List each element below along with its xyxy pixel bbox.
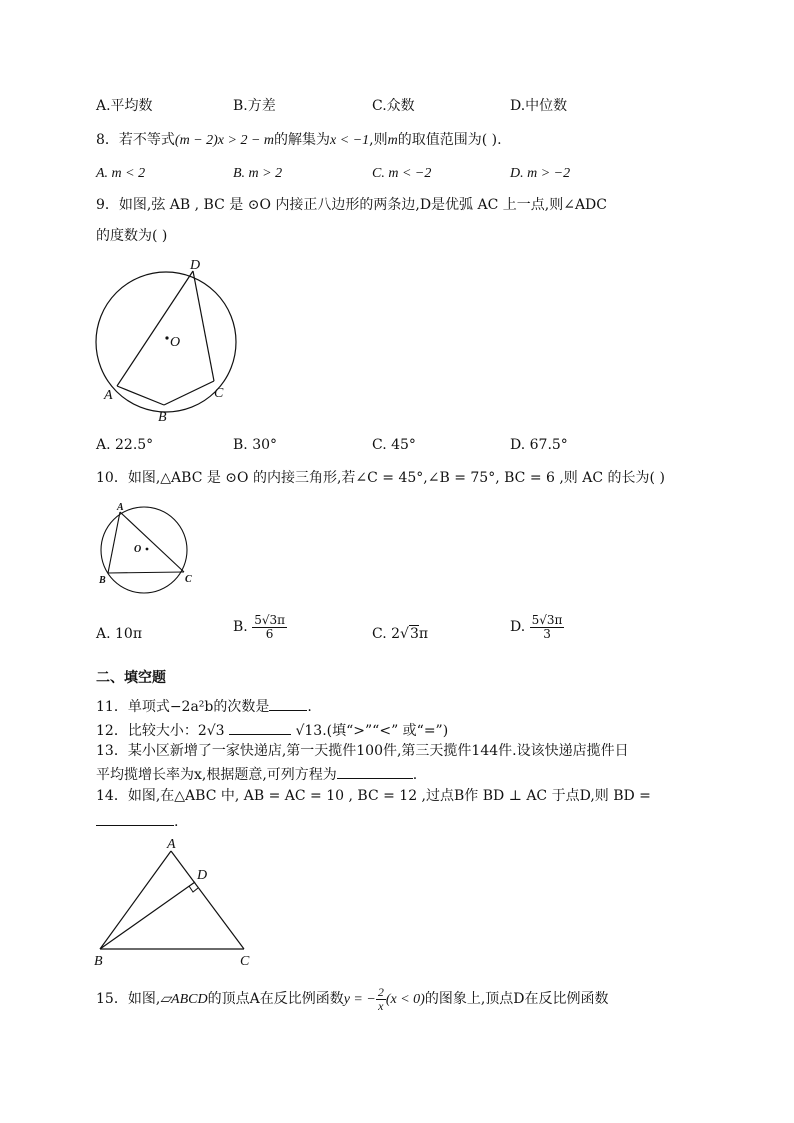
q11-answer-blank[interactable] xyxy=(269,697,307,711)
q8-variable: m xyxy=(387,133,398,148)
q10-label-a: A xyxy=(117,502,124,513)
q8-text-b: 的解集为 xyxy=(274,132,331,148)
q10-side-bc xyxy=(108,572,184,573)
q9-label-d: D xyxy=(190,258,201,273)
q12-text: 12．比较大小：2√3 xyxy=(96,723,225,739)
q7-option-a: A.平均数 xyxy=(96,98,153,114)
q13-stem-line2 xyxy=(96,765,417,782)
q15-stem xyxy=(96,986,609,1012)
q9-figure xyxy=(90,254,250,424)
q10-side-ab xyxy=(108,512,120,573)
q10-option-d xyxy=(510,614,564,640)
q10-label-b: B xyxy=(99,575,106,586)
q15-fraction-numerator: 2 xyxy=(377,985,384,999)
q9-stem-line2: 的度数为( ) xyxy=(96,228,168,244)
q14-answer-line xyxy=(96,812,178,829)
q9-label-a: A xyxy=(104,388,113,403)
q12-stem xyxy=(96,721,448,738)
q9-label-b: B xyxy=(158,410,167,424)
q8-option-b: B. m > 2 xyxy=(233,166,283,181)
q14-figure xyxy=(88,836,268,972)
q9-option-d: D. 67.5° xyxy=(510,437,568,453)
q10-side-ac xyxy=(120,512,184,572)
q15-text-c: 的图象上,顶点D在反比例函数 xyxy=(424,991,609,1008)
q12-end: .(填“>”“<” 或“=”) xyxy=(322,723,449,739)
q14-end: . xyxy=(174,814,179,830)
q12-answer-blank[interactable] xyxy=(229,721,291,735)
q9-option-c: C. 45° xyxy=(372,437,416,453)
q10-option-b-prefix: B. xyxy=(233,619,248,636)
q10-option-b-denominator: 6 xyxy=(265,626,274,641)
q9-chord-da xyxy=(117,271,193,386)
q15-function-lhs: y = − xyxy=(343,992,376,1008)
q9-label-c: C xyxy=(214,386,224,401)
q11-end: . xyxy=(307,699,312,715)
q8-text-c: ,则 xyxy=(369,132,388,148)
q8-text-d: 的取值范围为( ). xyxy=(397,132,502,148)
q13-answer-blank[interactable] xyxy=(337,765,413,779)
q15-function-condition: (x < 0) xyxy=(385,992,425,1008)
q10-center-dot xyxy=(146,548,149,551)
q10-option-c-radicand: 3 xyxy=(409,626,419,642)
q8-expression: (m − 2)x > 2 − m xyxy=(174,133,275,148)
q10-option-c: C. 2√3π xyxy=(372,626,429,642)
q15-parallelogram: ▱ABCD xyxy=(160,992,208,1008)
q12-compare-value: √13 xyxy=(295,723,323,739)
q7-option-c: C.众数 xyxy=(372,98,415,114)
q10-option-b-numerator: 5√3π xyxy=(254,613,286,627)
q9-chord-ab xyxy=(117,386,164,405)
q10-circle xyxy=(101,507,187,593)
q10-option-b-fraction xyxy=(252,614,287,640)
q14-side-ab xyxy=(100,851,171,949)
q14-label-b: B xyxy=(94,954,103,969)
q14-side-ac xyxy=(171,851,244,949)
q15-fraction-denominator: x xyxy=(378,998,384,1013)
q10-option-d-numerator: 5√3π xyxy=(531,613,563,627)
q15-fraction xyxy=(376,986,386,1012)
q8-option-a: A. m < 2 xyxy=(96,166,146,181)
q10-label-o: O xyxy=(134,544,142,555)
q9-option-b: B. 30° xyxy=(233,437,278,453)
q14-label-c: C xyxy=(240,954,250,969)
q10-figure xyxy=(94,500,204,600)
q9-chord-bc xyxy=(164,381,214,405)
q8-stem xyxy=(96,133,502,148)
q10-option-a: A. 10π xyxy=(96,626,143,642)
q14-right-angle-mark xyxy=(189,886,198,892)
q8-text-a: 若不等式 xyxy=(118,132,175,148)
q8-option-d: D. m > −2 xyxy=(510,166,571,181)
q13-text: 平均揽增长率为x,根据题意,可列方程为 xyxy=(96,767,337,783)
q9-option-a: A. 22.5° xyxy=(96,437,154,453)
q13-end: . xyxy=(412,767,418,783)
q15-text-a: 15．如图, xyxy=(96,991,161,1008)
q15-text-b: 的顶点A在反比例函数 xyxy=(207,991,344,1008)
q10-option-d-prefix: D. xyxy=(510,619,526,636)
q14-label-a: A xyxy=(167,837,176,852)
q11-stem xyxy=(96,697,312,714)
q10-option-d-fraction xyxy=(530,614,565,640)
q9-center-dot xyxy=(165,336,168,339)
q8-condition: x < −1 xyxy=(330,133,370,148)
q7-option-b: B.方差 xyxy=(233,98,276,114)
q10-option-b xyxy=(233,614,287,640)
q10-option-c-prefix: C. 2 xyxy=(372,626,401,642)
q10-stem: 10．如图,△ABC 是 ⊙O 的内接三角形,若∠C = 45°,∠B = 75°, BC = 6 ,则 AC 的长为( ) xyxy=(96,470,665,486)
q14-answer-blank[interactable] xyxy=(96,812,174,826)
q14-label-d: D xyxy=(197,868,208,883)
q10-label-c: C xyxy=(185,574,192,585)
q8-number: 8． xyxy=(96,132,119,148)
q11-text: 11．单项式−2a²b的次数是 xyxy=(96,699,270,715)
q9-stem-line1: 9．如图,弦 AB , BC 是 ⊙O 内接正八边形的两条边,D是优弧 AC 上一点,则∠ADC xyxy=(96,197,607,213)
q13-stem-line1: 13．某小区新增了一家快递店,第一天揽件100件,第三天揽件144件.设该快递店揽件日 xyxy=(96,743,629,759)
q9-label-o: O xyxy=(170,335,181,350)
q10-option-c-suffix: π xyxy=(418,626,429,642)
q8-option-c: C. m < −2 xyxy=(372,166,432,181)
q14-altitude-bd xyxy=(100,882,195,949)
q14-stem: 14．如图,在△ABC 中, AB = AC = 10 , BC = 12 ,过点B作 BD ⊥ AC 于点D,则 BD = xyxy=(96,788,651,804)
q7-option-d: D.中位数 xyxy=(510,98,568,114)
section-heading: 二、填空题 xyxy=(96,670,166,686)
q10-option-d-denominator: 3 xyxy=(543,626,551,641)
